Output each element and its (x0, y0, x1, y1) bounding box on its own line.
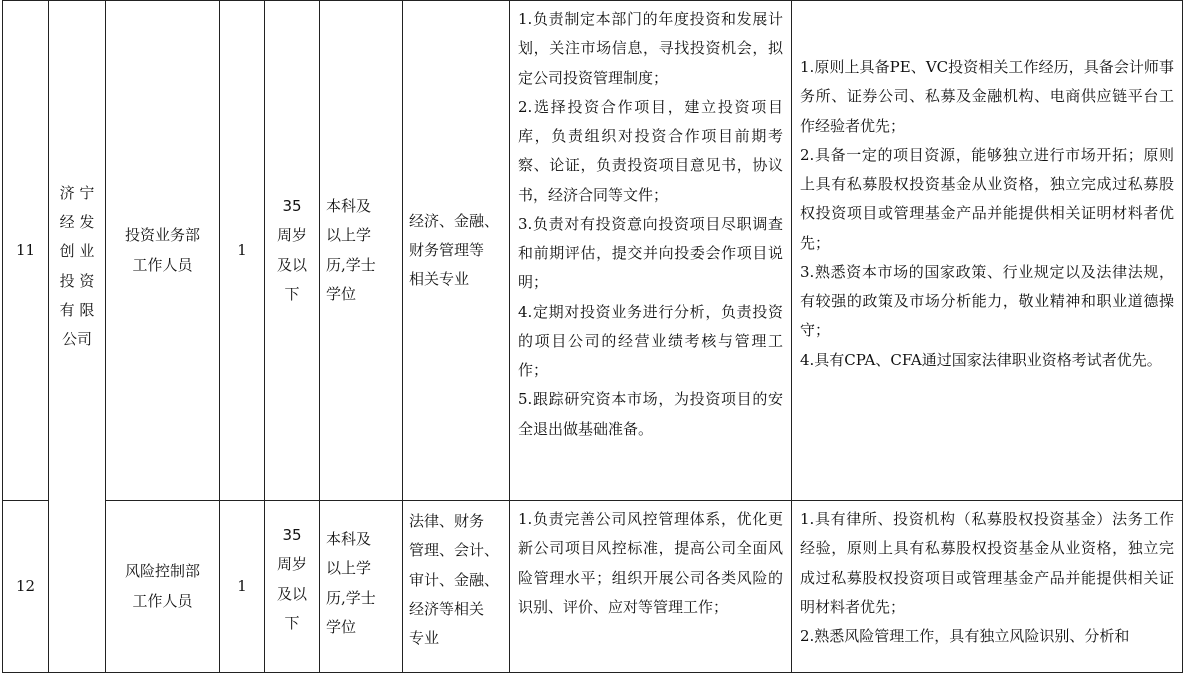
age-limit (265, 1, 320, 501)
requirement-item: 1.原则上具备PE、VC投资相关工作经历，具备会计师事务所、证券公司、私募及金融机构、电商供应链平台工作经验者优先； (800, 58, 1174, 135)
major (403, 1, 510, 501)
job-duties (510, 501, 792, 673)
department (106, 1, 220, 501)
requirement-item: 1.具有律所、投资机构（私募股权投资基金）法务工作经验，原则上具有私募股权投资基金从业资格，独立完成过私募股权投资项目或管理基金产品并能提供相关证明材料者优先； (800, 510, 1174, 616)
requirement-item: 3.熟悉资本市场的国家政策、行业规定以及法律法规，有较强的政策及市场分析能力，敬业精神和职业道德操守； (800, 262, 1174, 340)
major-text: 法律、财务 管理、会计、 审计、金融、 经济等相关 专业 (409, 512, 500, 647)
requirement-item: 2.具备一定的项目资源，能够独立进行市场开拓；原则上具有私募股权投资基金从业资格，独立完成过私募股权投资项目或管理基金产品并能提供相关证明材料者优先； (800, 145, 1174, 252)
major (403, 501, 510, 673)
recruitment-table (2, 0, 1183, 673)
requirement-item: 2.熟悉风险管理工作，具有独立风险识别、分析和 (800, 627, 1130, 645)
education (320, 1, 403, 501)
age-number: 35 (282, 526, 302, 544)
major-text: 经济、金融、 财务管理等 相关专业 (409, 211, 500, 289)
company-name-cell (49, 1, 106, 673)
row-number: 11 (3, 1, 49, 501)
company-name (55, 179, 99, 355)
table-row (3, 501, 1183, 673)
requirement-item: 4.具有CPA、CFA通过国家法律职业资格考试者优先。 (800, 350, 1162, 369)
age-text: 周岁 及以 下 (276, 226, 307, 303)
duty-item: 2.选择投资合作项目，建立投资项目库，负责组织对投资合作项目前期考察、论证，负责投资项目意见书，协议书，经济合同等文件； (518, 97, 783, 204)
duty-item: 5.跟踪研究资本市场，为投资项目的安全退出做基础准备。 (518, 390, 783, 438)
table-row (3, 1, 1183, 501)
department (106, 501, 220, 673)
row-number: 12 (3, 501, 49, 673)
age-limit (265, 501, 320, 673)
company-name-line: 公司 (61, 330, 92, 348)
job-requirements (792, 501, 1183, 673)
headcount: 1 (220, 501, 265, 673)
job-duties (510, 1, 792, 501)
education (320, 501, 403, 673)
company-name-line: 创 业 (59, 242, 95, 261)
department-text: 风险控制部 工作人员 (124, 562, 200, 610)
duty-item: 1.负责完善公司风控管理体系，优化更新公司项目风控标准，提高公司全面风险管理水平；组织开展公司各类风险的识别、评价、应对等管理工作； (518, 510, 783, 616)
education-text: 本科及 以上学 历,学士 学位 (326, 530, 376, 636)
company-name-line: 济 宁 (59, 183, 95, 202)
department-text: 投资业务部 工作人员 (124, 226, 200, 274)
company-name-line: 投 资 (59, 271, 95, 290)
education-text: 本科及 以上学 历,学士 学位 (326, 197, 376, 303)
age-number: 35 (282, 197, 302, 215)
company-name-line: 有 限 (59, 300, 95, 319)
duty-item: 4.定期对投资业务进行分析，负责投资的项目公司的经营业绩考核与管理工作； (518, 302, 783, 379)
duty-item: 1.负责制定本部门的年度投资和发展计划，关注市场信息，寻找投资机会，拟定公司投资管理制度； (518, 10, 783, 87)
company-name-line: 经 发 (59, 213, 95, 231)
age-text: 周岁 及以 下 (276, 555, 307, 632)
job-requirements (792, 1, 1183, 501)
headcount: 1 (220, 1, 265, 501)
duty-item: 3.负责对有投资意向投资项目尽职调查和前期评估，提交并向投委会作项目说明； (518, 214, 783, 292)
